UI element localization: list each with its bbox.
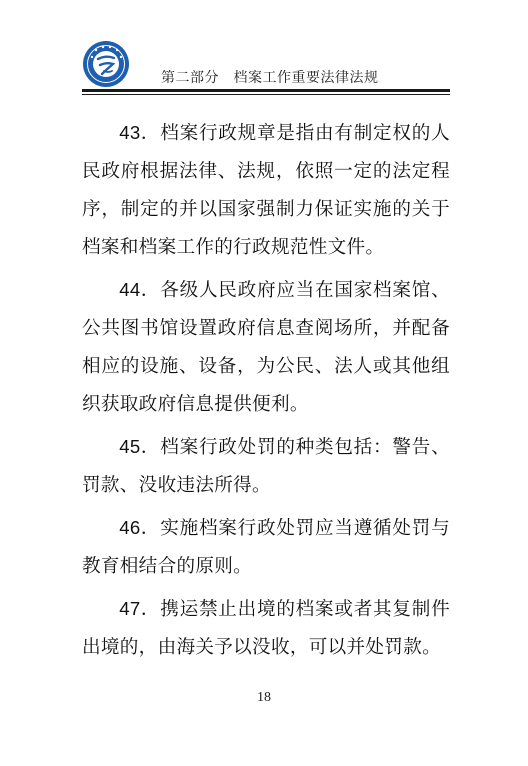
article-44 [82, 271, 450, 424]
article-list [82, 114, 450, 671]
header-rule-thin [82, 94, 450, 95]
university-seal-icon [82, 40, 130, 88]
article-text: 实施档案行政处罚应当遵循处罚与教育相结合的原则。 [82, 518, 450, 577]
page-header [82, 34, 450, 94]
article-text: 携运禁止出境的档案或者其复制件出境的，由海关予以没收，可以并处罚款。 [82, 599, 450, 658]
article-number: 46． [119, 517, 161, 538]
article-number: 45． [119, 436, 161, 457]
article-number: 43． [119, 122, 161, 143]
article-number: 47． [119, 598, 161, 619]
article-46 [82, 509, 450, 586]
article-43 [82, 114, 450, 267]
article-text: 档案行政规章是指由有制定权的人民政府根据法律、法规，依照一定的法定程序，制定的并以国家强制力保证实施的关于档案和档案工作的行政规范性文件。 [82, 123, 450, 258]
article-text: 档案行政处罚的种类包括：警告、罚款、没收违法所得。 [82, 437, 450, 496]
page-number: 18 [257, 690, 271, 705]
header-title: 第二部分 档案工作重要法律法规 [161, 70, 379, 86]
article-text: 各级人民政府应当在国家档案馆、公共图书馆设置政府信息查阅场所，并配备相应的设施、设备，为公民、法人或其他组织获取政府信息提供便利。 [82, 280, 450, 415]
article-number: 44． [119, 279, 161, 300]
article-47 [82, 590, 450, 667]
article-45 [82, 428, 450, 505]
header-rule-thick [82, 89, 450, 92]
